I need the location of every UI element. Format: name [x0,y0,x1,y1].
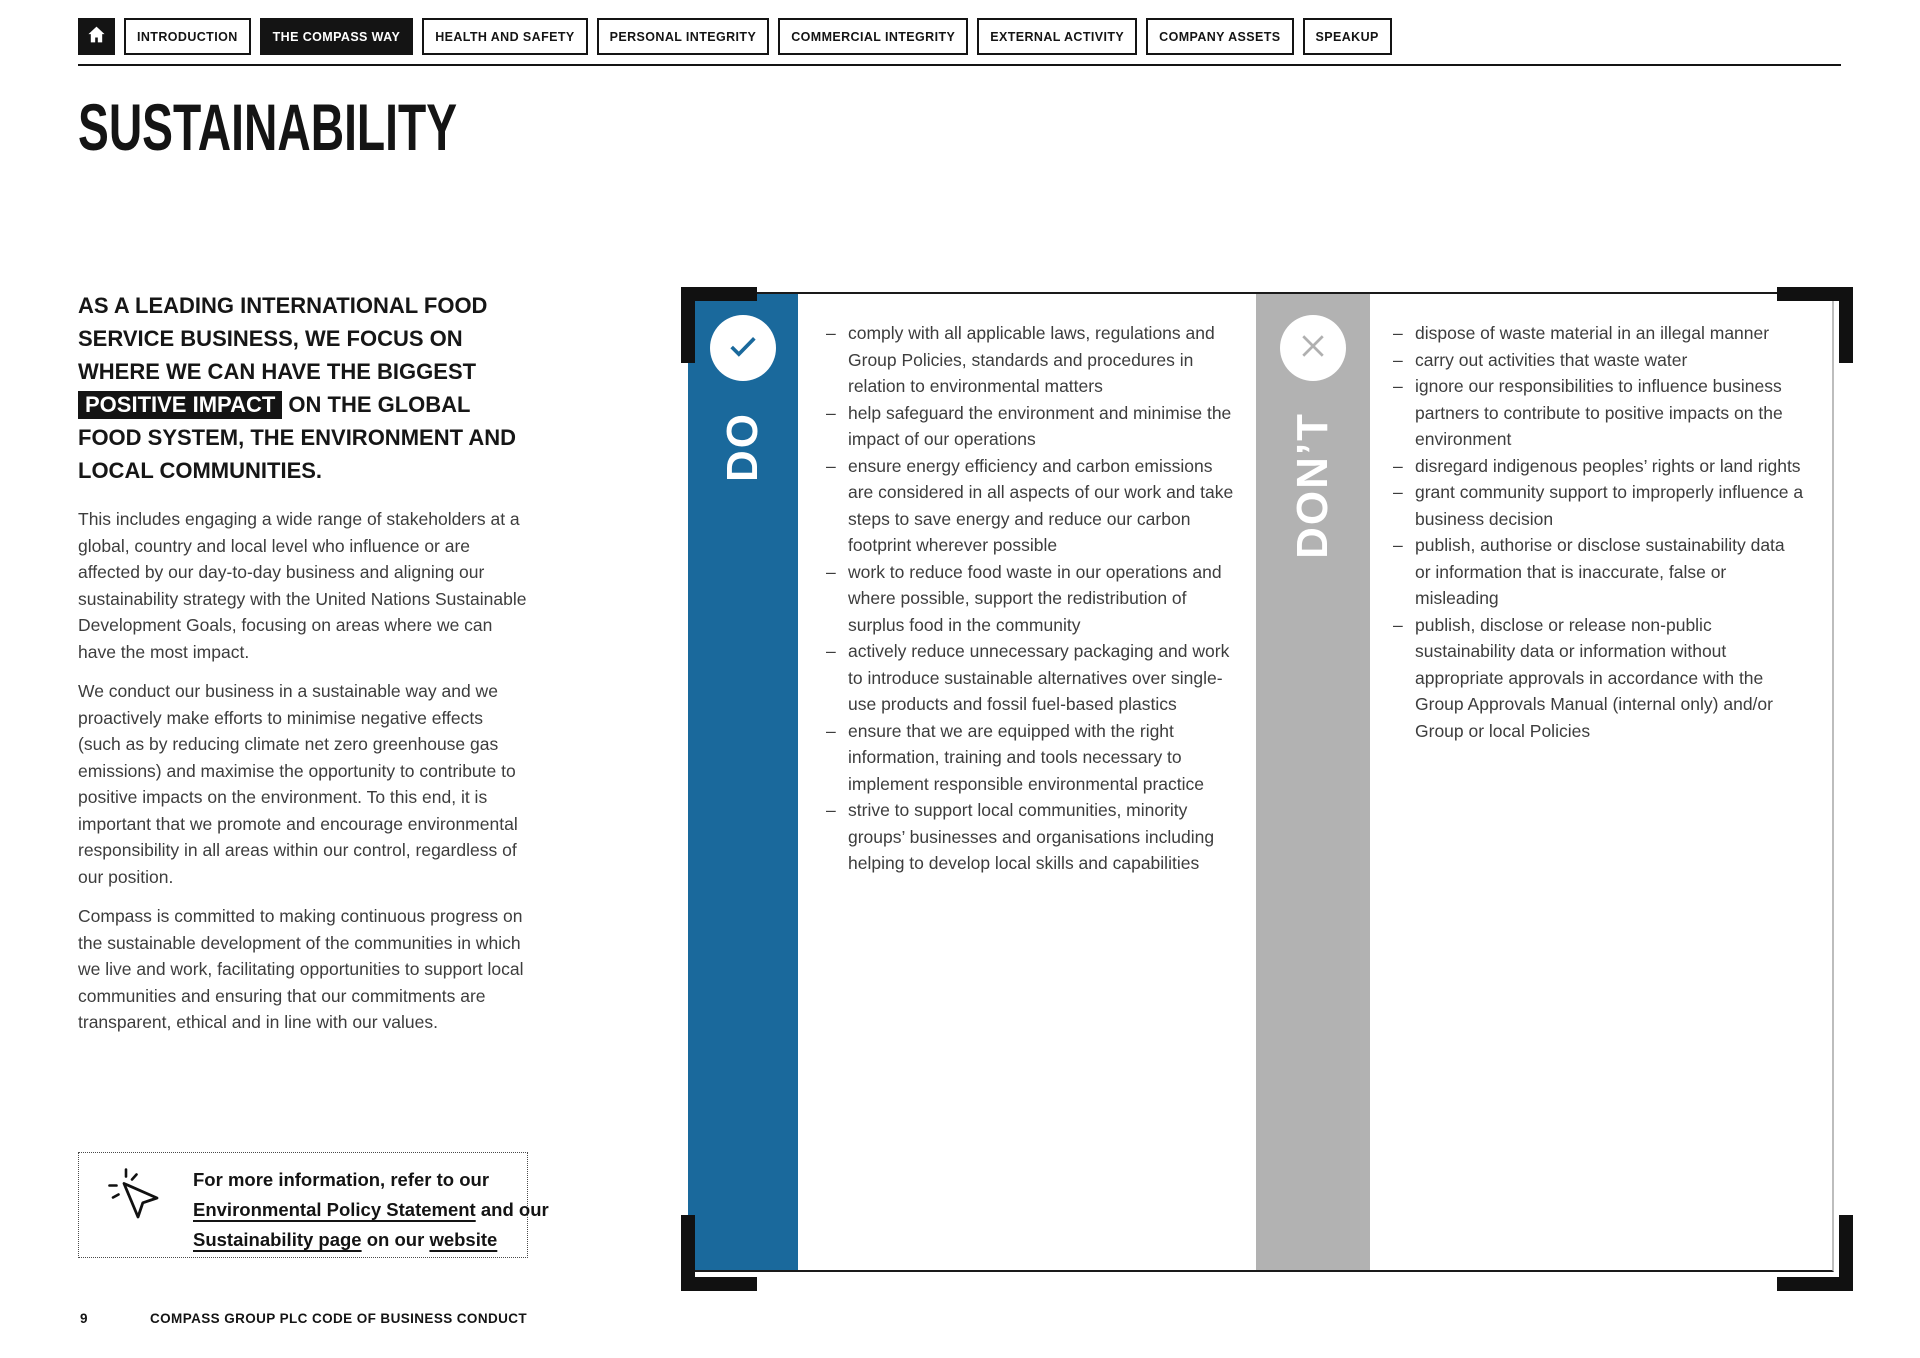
corner-bracket-bottom-right [1777,1215,1853,1291]
body-paragraph: Compass is committed to making continuous progress on the sustainable development of the communities in which we live and work, facilitating opportunities to support local communities and ensuring that our commitments are transparent, ethical and in line with our values. [78,906,524,1032]
footer-doc-title: COMPASS GROUP PLC CODE OF BUSINESS CONDUCT [150,1311,528,1326]
tab-the-compass-way[interactable]: THE COMPASS WAY [260,18,414,55]
lead-text-post: ON THE GLOBAL FOOD SYSTEM, THE ENVIRONMENT AND LOCAL COMMUNITIES. [78,392,516,483]
dont-item: – carry out activities that waste water [1393,347,1805,374]
dont-x-badge [1280,315,1346,381]
cursor-click-icon [105,1165,163,1228]
dont-item: – publish, disclose or release non-public sustainability data or information without appropriate approvals in accordance with the Group Approvals Manual (internal only) and/or Group or local Policies [1393,612,1805,745]
dont-item: – disregard indigenous peoples’ rights or land rights [1393,453,1805,480]
info-line-1: For more information, refer to our [193,1169,490,1190]
do-item: – strive to support local communities, minority groups’ businesses and organisations including helping to develop local skills and capabilities [826,797,1238,877]
dont-column-strip [1256,294,1370,1270]
tab-external-activity[interactable]: EXTERNAL ACTIVITY [977,18,1137,55]
tab-personal-integrity[interactable]: PERSONAL INTEGRITY [597,18,770,55]
dont-item: – ignore our responsibilities to influence business partners to contribute to positive impacts on the environment [1393,373,1805,453]
tab-speakup[interactable]: SPEAKUP [1303,18,1392,55]
top-nav [78,18,1392,55]
lead-text-pre: AS A LEADING INTERNATIONAL FOOD SERVICE BUSINESS, WE FOCUS ON WHERE WE CAN HAVE THE BIGGEST [78,293,488,384]
do-item: – comply with all applicable laws, regulations and Group Policies, standards and procedures in relation to environmental matters [826,320,1238,400]
home-button[interactable] [78,18,115,55]
tab-commercial-integrity[interactable]: COMMERCIAL INTEGRITY [778,18,968,55]
info-line-2 [193,1195,549,1225]
do-item: – help safeguard the environment and minimise the impact of our operations [826,400,1238,453]
do-item: – ensure energy efficiency and carbon emissions are considered in all aspects of our work and take steps to save energy and reduce our carbon footprint wherever possible [826,453,1238,559]
lead-paragraph [78,289,530,487]
info-conjunction-2: on our [361,1229,430,1250]
corner-bracket-top-right [1777,287,1853,363]
lead-highlight: POSITIVE IMPACT [78,391,282,419]
dont-list [1393,320,1805,744]
nav-divider [78,64,1841,66]
x-icon [1295,328,1331,369]
body-paragraph: This includes engaging a wide range of stakeholders at a global, country and local level who influence or are affected by our day-to-day business and aligning our sustainability strategy with the United Nations Sustainable Development Goals, focusing on areas where we can have the most impact. [78,509,527,662]
website-link[interactable]: website [429,1229,498,1250]
info-conjunction: and our [475,1199,549,1220]
page-title: SUSTAINABILITY [78,90,458,164]
dont-item: – dispose of waste material in an illegal manner [1393,320,1805,347]
tab-health-and-safety[interactable]: HEALTH AND SAFETY [422,18,587,55]
do-item: – work to reduce food waste in our operations and where possible, support the redistribution of surplus food in the community [826,559,1238,639]
intro-column [78,289,530,1049]
corner-bracket-bottom-left [681,1215,757,1291]
environmental-policy-link[interactable]: Environmental Policy Statement [193,1199,476,1220]
dont-item: – grant community support to improperly influence a business decision [1393,479,1805,532]
body-paragraph: We conduct our business in a sustainable way and we proactively make efforts to minimise negative effects (such as by reducing climate net zero greenhouse gas emissions) and maximise the opportunity to contribute to positive impacts on the environment. To this end, it is important that we promote and encourage environmental responsibility in all areas within our control, regardless of our position. [78,681,518,887]
do-column-strip [688,294,798,1270]
do-item: – ensure that we are equipped with the right information, training and tools necessary to implement responsible environmental practice [826,718,1238,798]
corner-bracket-top-left [681,287,757,363]
dont-label: DON’T [1288,412,1337,559]
more-info-box [78,1152,549,1258]
info-line-3 [193,1225,549,1255]
do-dont-panel [688,292,1834,1272]
do-label: DO [718,412,767,482]
do-list [826,320,1238,877]
more-info-text [193,1165,549,1255]
page-number: 9 [80,1311,88,1326]
do-item: – actively reduce unnecessary packaging and work to introduce sustainable alternatives over single-use products and fossil fuel-based plastics [826,638,1238,718]
sustainability-page-link[interactable]: Sustainability page [193,1229,362,1250]
dont-item: – publish, authorise or disclose sustainability data or information that is inaccurate, false or misleading [1393,532,1805,612]
home-icon [86,24,107,50]
tab-introduction[interactable]: INTRODUCTION [124,18,251,55]
tab-company-assets[interactable]: COMPANY ASSETS [1146,18,1293,55]
